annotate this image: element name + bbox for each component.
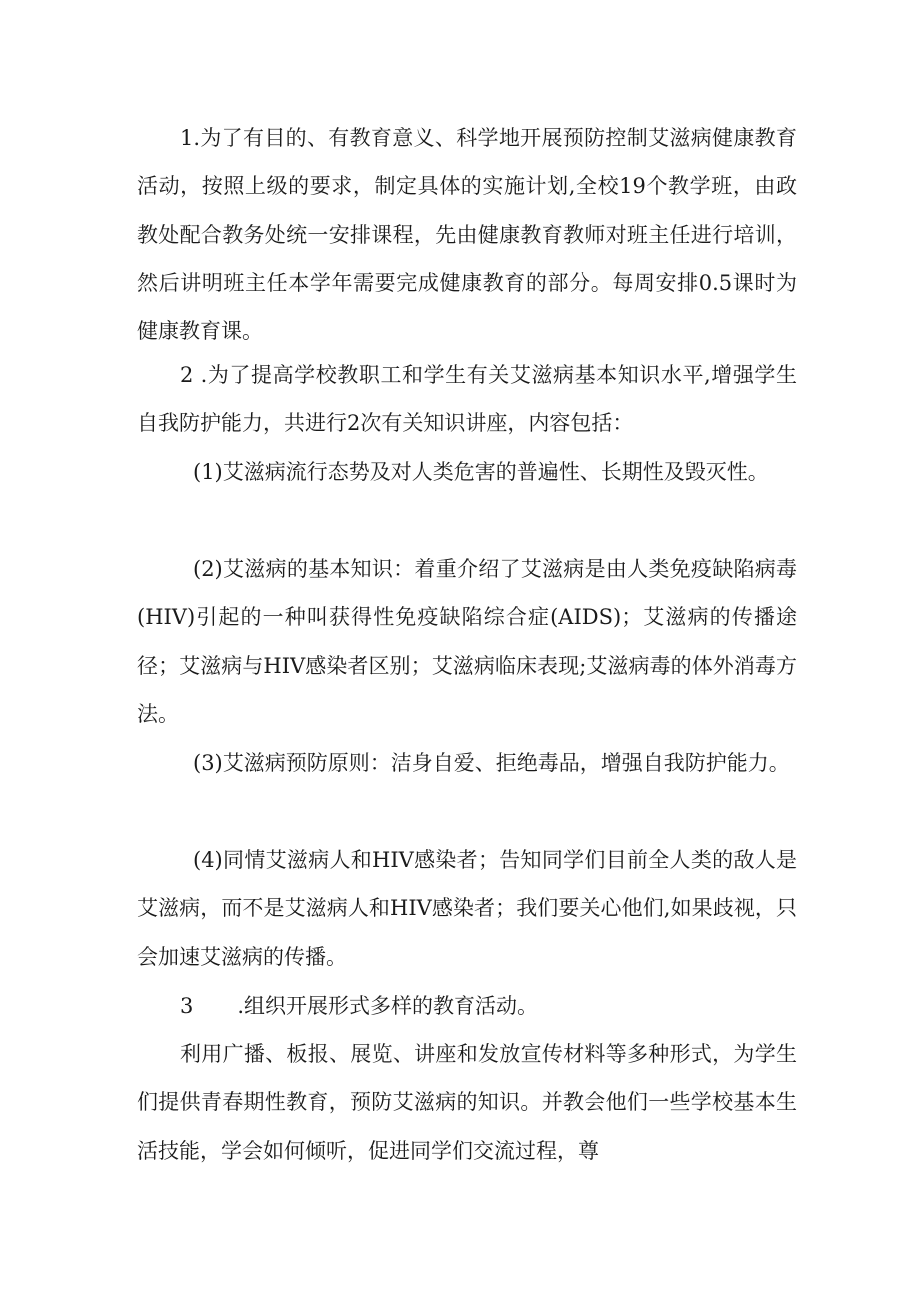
paragraph-item-2: (2)艾滋病的基本知识：着重介绍了艾滋病是由人类免疫缺陷病毒(HIV)引起的一种叫获得性免疫缺陷综合症(AIDS)；艾滋病的传播途径；艾滋病与HIV感染者区别；艾滋病临床表现;艾滋病毒的体外消毒方法。 (137, 557, 797, 726)
paragraph-3-text: .组织开展形式多样的教育活动。 (237, 994, 539, 1018)
paragraph-item-4: (4)同情艾滋病人和HIV感染者；告知同学们目前全人类的敌人是艾滋病，而不是艾滋病人和HIV感染者；我们要关心他们,如果歧视，只会加速艾滋病的传播。 (137, 848, 797, 969)
paragraph-item-1: (1)艾滋病流行态势及对人类危害的普遍性、长期性及毁灭性。 (193, 460, 769, 484)
paragraph-3-number: 3 (180, 994, 194, 1018)
paragraph-item-3: (3)艾滋病预防原则：洁身自爱、拒绝毒品，增强自我防护能力。 (193, 751, 790, 775)
paragraph-1-class-arrangement: 1.为了有目的、有教育意义、科学地开展预防控制艾滋病健康教育活动，按照上级的要求，制定具体的实施计划,全校19个教学班，由政教处配合教务处统一安排课程，先由健康教育教师对班主任进行培训，然后讲明班主任本学年需要完成健康教育的部分。每周安排0.5课时为健康教育课。 (137, 126, 797, 344)
paragraph-3-activities (137, 982, 797, 1030)
paragraph-4-methods: 利用广播、板报、展览、讲座和发放宣传材料等多种形式，为学生们提供青春期性教育，预防艾滋病的知识。并教会他们一些学校基本生活技能，学会如何倾听，促进同学们交流过程，尊 (137, 1042, 797, 1163)
paragraph-2-lectures: 2 .为了提高学校教职工和学生有关艾滋病基本知识水平,增强学生自我防护能力，共进行2次有关知识讲座，内容包括： (137, 363, 797, 436)
